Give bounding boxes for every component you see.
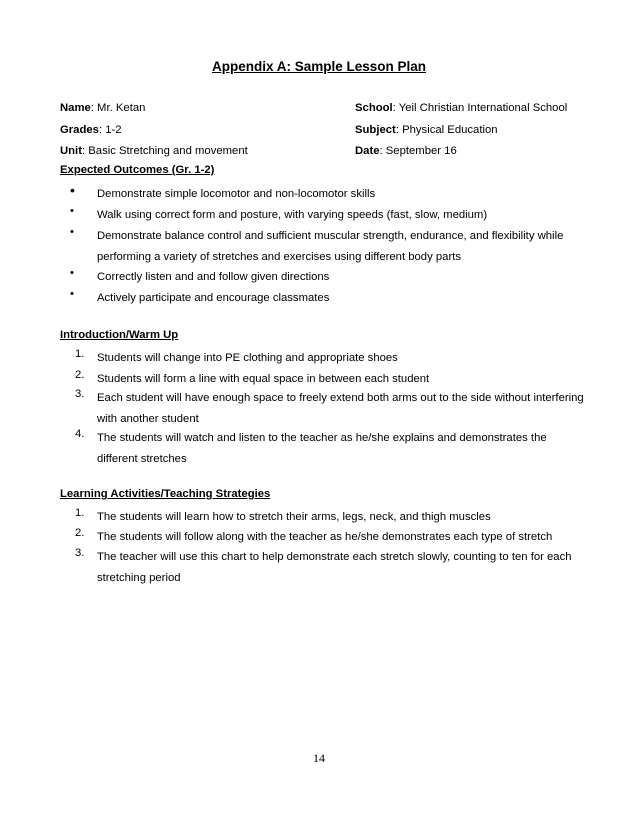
page-title: Appendix A: Sample Lesson Plan	[211, 59, 427, 74]
unit-value: : Basic Stretching and movement	[81, 145, 248, 157]
outcome-text: Actively participate and encourage classmates	[97, 292, 330, 304]
outcome-text: Demonstrate balance control and sufficient muscular strength, endurance, and flexibility while performing a variety of stretches and exercises using different body parts	[97, 230, 564, 263]
school-label: School	[355, 102, 393, 114]
outcomes-heading: Expected Outcomes (Gr. 1-2)	[60, 164, 215, 176]
date-value: : September 16	[379, 145, 457, 157]
intro-heading: Introduction/Warm Up	[60, 329, 179, 341]
item-number: 1.	[75, 348, 85, 360]
item-number: 3.	[75, 547, 85, 559]
bullet-icon: •	[70, 205, 74, 217]
item-number: 2.	[75, 527, 85, 539]
meta-date	[355, 145, 457, 157]
activity-text: The teacher will use this chart to help demonstrate each stretch slowly, counting to ten for each stretching period	[97, 551, 572, 584]
meta-row-name-school	[60, 102, 600, 118]
name-label: Name	[60, 102, 91, 114]
outcome-text: Demonstrate simple locomotor and non-locomotor skills	[97, 188, 376, 200]
unit-label: Unit	[60, 145, 82, 157]
date-label: Date	[355, 145, 380, 157]
item-number: 4.	[75, 428, 85, 440]
school-value: : Yeil Christian International School	[392, 102, 568, 114]
meta-unit	[60, 145, 248, 157]
grades-label: Grades	[60, 124, 99, 136]
activity-text: The students will learn how to stretch their arms, legs, neck, and thigh muscles	[97, 511, 491, 523]
meta-row-grades-subject	[60, 124, 600, 140]
bullet-icon: •	[70, 288, 74, 300]
outcome-text: Correctly listen and and follow given directions	[97, 271, 330, 283]
bullet-icon: •	[70, 267, 74, 279]
item-number: 1.	[75, 507, 85, 519]
intro-text: Each student will have enough space to freely extend both arms out to the side without interfering with another student	[97, 392, 584, 425]
intro-text: Students will form a line with equal space in between each student	[97, 373, 430, 385]
meta-grades	[60, 124, 122, 136]
grades-value: : 1-2	[98, 124, 122, 136]
bullet-icon: •	[70, 226, 74, 238]
subject-label: Subject	[355, 124, 396, 136]
page-number: 14	[313, 751, 325, 765]
activities-heading: Learning Activities/Teaching Strategies	[60, 488, 271, 500]
item-number: 2.	[75, 369, 85, 381]
activity-text: The students will follow along with the teacher as he/she demonstrates each type of stretch	[97, 531, 553, 543]
outcome-text: Walk using correct form and posture, with varying speeds (fast, slow, medium)	[97, 209, 488, 221]
item-number: 3.	[75, 388, 85, 400]
subject-value: : Physical Education	[395, 124, 498, 136]
meta-row-unit-date	[60, 145, 600, 161]
meta-subject	[355, 124, 498, 136]
meta-name	[60, 102, 145, 114]
bullet-icon: •	[70, 182, 75, 198]
name-value: : Mr. Ketan	[90, 102, 146, 114]
intro-text: The students will watch and listen to the teacher as he/she explains and demonstrates the different stretches	[97, 432, 547, 465]
intro-text: Students will change into PE clothing and appropriate shoes	[97, 352, 398, 364]
meta-school	[355, 102, 567, 114]
